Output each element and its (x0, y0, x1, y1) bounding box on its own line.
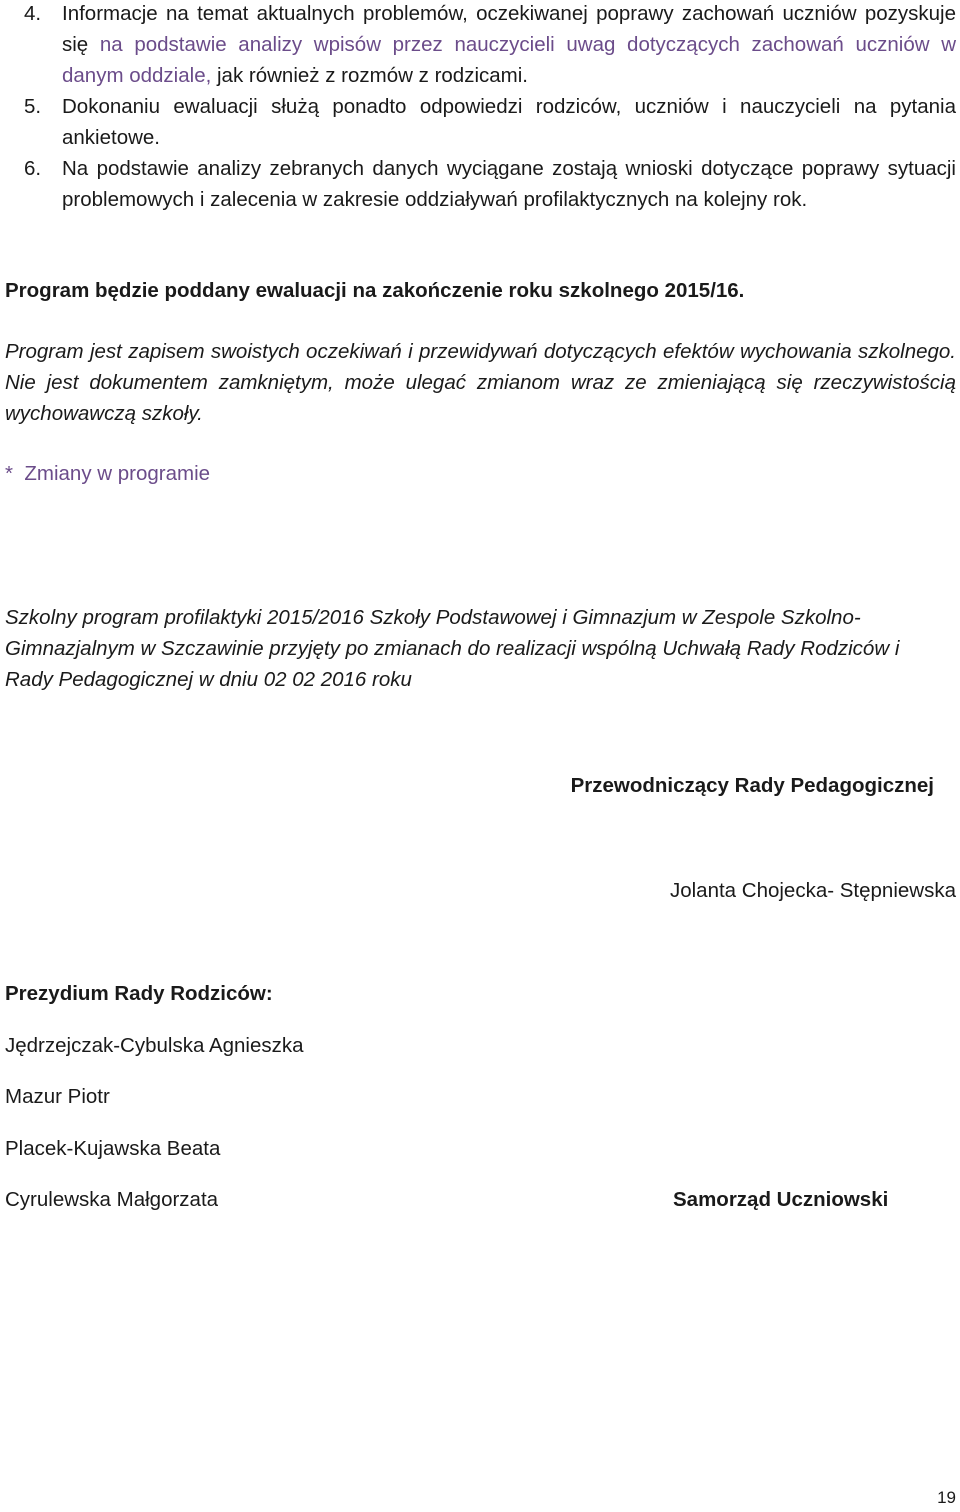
list-item-4 (0, 0, 960, 91)
parents-board-title: Prezydium Rady Rodziców: (5, 982, 273, 1005)
chair-title: Przewodniczący Rady Pedagogicznej (570, 774, 934, 797)
list-number: 5. (24, 95, 42, 118)
parents-board-member: Cyrulewska Małgorzata (5, 1188, 219, 1211)
list-item-6 (0, 153, 960, 215)
list-text: jak również z rozmów z rodzicami. (211, 64, 528, 87)
program-note-part2: Nie jest dokumentem zamkniętym, może ulegać zmianom wraz ze zmieniającą się rzeczywistością wychowawczą szkoły. (5, 371, 956, 425)
page-number: 19 (937, 1488, 956, 1507)
parents-board-member: Placek-Kujawska Beata (5, 1137, 221, 1160)
changes-link[interactable]: * Zmiany w programie (5, 462, 211, 485)
program-note (5, 336, 956, 429)
program-note-part1: Program jest zapisem swoistych oczekiwań i przewidywań dotyczących efektów wychowania szkolnego. (5, 340, 956, 363)
list-text: Dokonaniu ewaluacji służą ponadto odpowiedzi rodziców, uczniów i nauczycieli na pytania ankietowe. (62, 95, 956, 149)
numbered-list (0, 0, 960, 215)
list-text-highlight: na podstawie analizy wpisów przez nauczycieli uwag dotyczących zachowań uczniów w danym oddziale, (62, 33, 956, 87)
list-item-5 (0, 91, 960, 153)
evaluation-note: Program będzie poddany ewaluacji na zakończenie roku szkolnego 2015/16. (5, 279, 745, 302)
approval-statement: Szkolny program profilaktyki 2015/2016 Szkoły Podstawowej i Gimnazjum w Zespole Szkolno-Gimnazjalnym w Szczawinie przyjęty po zmianach do realizacji wspólną Uchwałą Rady Rodziców i Rady Pedagogicznej w dniu 02 02 2016 roku (5, 606, 900, 691)
list-number: 4. (24, 2, 42, 25)
parents-board-member: Mazur Piotr (5, 1085, 110, 1108)
list-number: 6. (24, 157, 42, 180)
list-text: Informacje na temat aktualnych problemów, oczekiwanej poprawy zachowań uczniów pozyskuje się (62, 2, 956, 56)
chair-name: Jolanta Chojecka- Stępniewska (669, 879, 956, 902)
student-council: Samorząd Uczniowski (673, 1188, 889, 1211)
parents-board-member: Jędrzejczak-Cybulska Agnieszka (5, 1034, 304, 1057)
list-text: Na podstawie analizy zebranych danych wyciągane zostają wnioski dotyczące poprawy sytuacji problemowych i zalecenia w zakresie oddziaływań profilaktycznych na kolejny rok. (62, 157, 956, 211)
